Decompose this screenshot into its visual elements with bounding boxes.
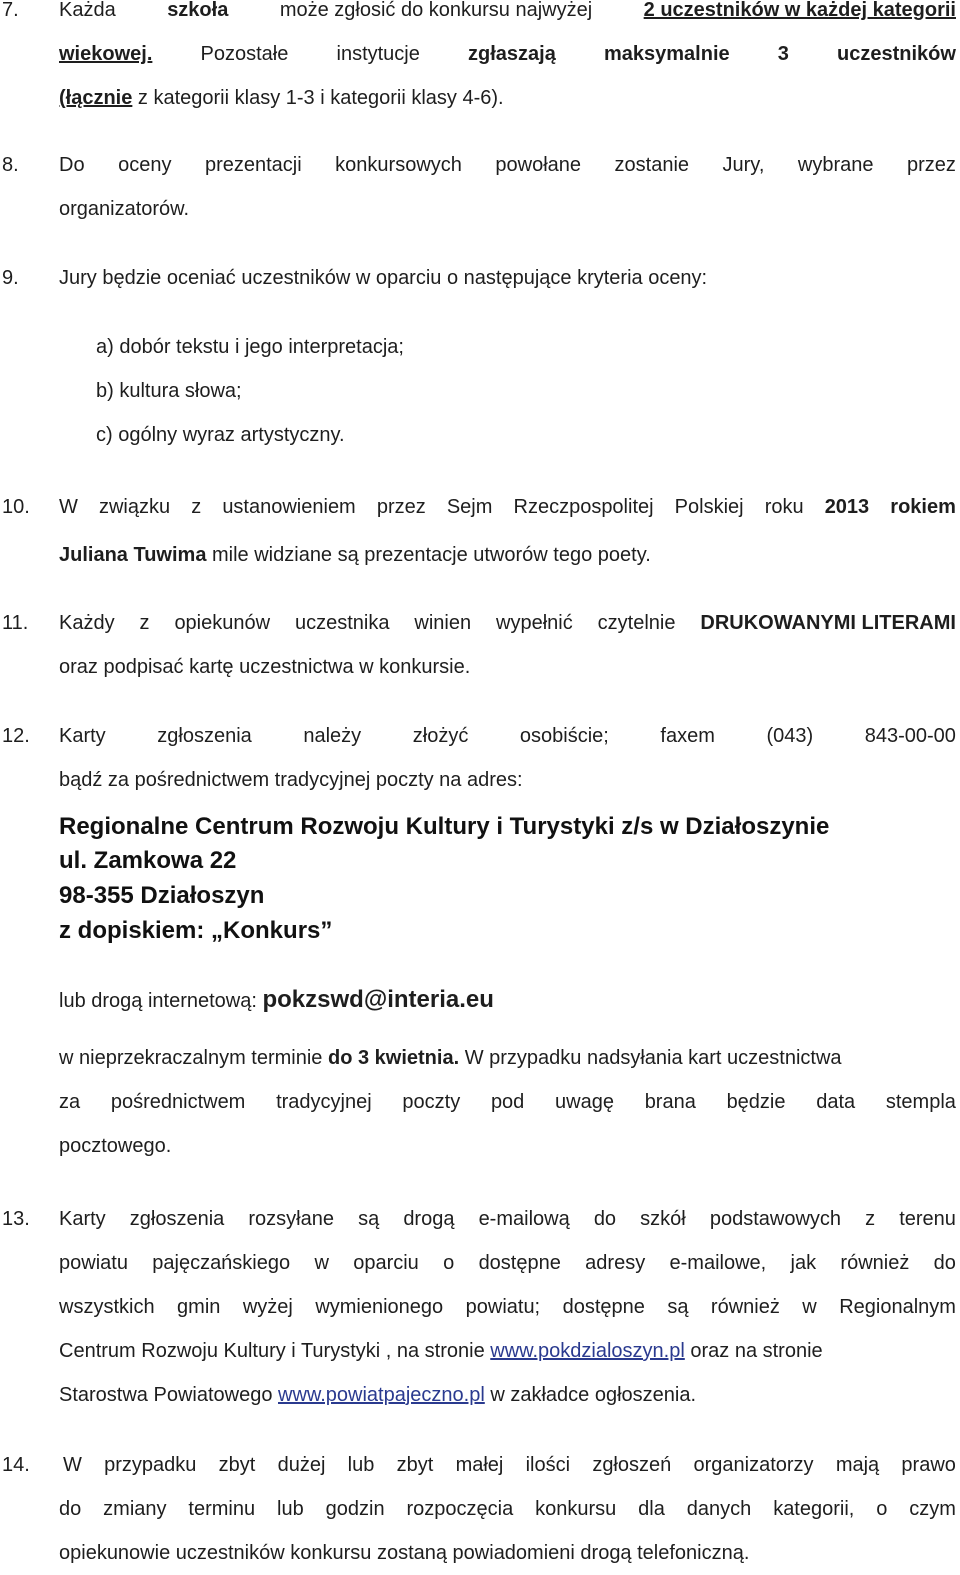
word: W	[59, 496, 78, 518]
word: Każda	[59, 0, 116, 21]
word: zbyt	[218, 1454, 256, 1476]
text-line	[63, 1443, 956, 1487]
word: jak	[790, 1252, 817, 1274]
address-note: z dopiskiem: „Konkurs”	[59, 917, 333, 944]
word: z	[191, 496, 202, 518]
word: z	[865, 1208, 876, 1230]
item-number: 7.	[2, 0, 19, 21]
word: rozsyłane	[248, 1208, 334, 1230]
word: oparciu	[353, 1252, 419, 1274]
word: W	[63, 1454, 82, 1476]
word: związku	[98, 496, 171, 518]
email-link[interactable]: pokzswd@interia.eu	[262, 986, 494, 1013]
text-line	[59, 533, 956, 577]
word: pod	[490, 1091, 525, 1113]
word: opiekunów	[174, 612, 271, 634]
word: oceny	[118, 154, 172, 176]
word: lub	[277, 1498, 304, 1520]
text-line	[59, 601, 956, 645]
word: DRUKOWANYMI LITERAMI	[700, 612, 956, 634]
word: czym	[909, 1498, 956, 1520]
word: winien	[414, 612, 472, 634]
word: małej	[455, 1454, 504, 1476]
word: wybrane	[797, 154, 874, 176]
word: mają	[835, 1454, 880, 1476]
word: danych	[686, 1498, 752, 1520]
word: (łącznie	[59, 87, 133, 109]
word: 3	[777, 43, 789, 65]
word: do	[59, 1498, 82, 1520]
item-body	[59, 143, 956, 231]
word: również	[840, 1252, 910, 1274]
word: e-mailowe,	[669, 1252, 767, 1274]
word: również	[710, 1296, 780, 1318]
word: wypełnić	[496, 612, 573, 634]
word: powołane	[495, 154, 582, 176]
word: rokiem	[890, 496, 956, 518]
address-city: 98-355 Działoszyn	[59, 882, 265, 909]
starostwo-website-link[interactable]: www.powiatpajeczno.pl	[278, 1384, 485, 1406]
text-line: bądź za pośrednictwem tradycyjnej poczty na adres:	[59, 769, 523, 791]
word: zostanie	[614, 154, 690, 176]
word: poczty	[402, 1091, 461, 1113]
item-body-cont	[59, 1487, 956, 1575]
word: Jury,	[722, 154, 765, 176]
word: Sejm	[446, 496, 493, 518]
text-line	[59, 0, 956, 32]
item-number: 8.	[2, 154, 19, 176]
word: złożyć	[412, 725, 469, 747]
word: pośrednictwem	[110, 1091, 246, 1113]
word: zbyt	[396, 1454, 434, 1476]
word: powiatu;	[465, 1296, 541, 1318]
word: e-mailową	[478, 1208, 570, 1230]
text-line	[59, 1080, 956, 1124]
item-number: 9.	[2, 267, 19, 289]
word: wszystkich	[59, 1296, 155, 1318]
criterion-c: c) ogólny wyraz artystyczny.	[96, 424, 345, 446]
text-line	[59, 714, 956, 758]
text-line	[59, 1329, 956, 1373]
text: oraz na stronie	[684, 1340, 823, 1362]
word: szkoła	[167, 0, 229, 21]
word: wiekowej.	[59, 43, 153, 65]
item-body	[59, 485, 956, 577]
item-number: 11.	[2, 612, 29, 634]
text: w nieprzekraczalnym terminie	[59, 1047, 328, 1069]
text-line	[59, 1241, 956, 1285]
text-line	[59, 1197, 956, 1241]
word: Polskiej	[674, 496, 744, 518]
word: dla	[638, 1498, 665, 1520]
word: kategorii,	[773, 1498, 855, 1520]
word: terminu	[188, 1498, 256, 1520]
text-line: pocztowego.	[59, 1135, 172, 1157]
word: szkół	[640, 1208, 686, 1230]
word: za	[59, 1091, 81, 1113]
item-body	[59, 256, 956, 300]
word: Karty	[59, 725, 106, 747]
text-line: Jury będzie oceniać uczestników w oparciu o następujące kryteria oceny:	[59, 267, 708, 289]
word: dużej	[277, 1454, 326, 1476]
word: przez	[906, 154, 956, 176]
word: o	[443, 1252, 455, 1274]
word: stempla	[885, 1091, 956, 1113]
word: o	[876, 1498, 888, 1520]
word: organizatorzy	[693, 1454, 814, 1476]
item-number: 12.	[2, 725, 30, 747]
word: faxem	[660, 725, 715, 747]
word: podstawowych	[709, 1208, 842, 1230]
word: ustanowieniem	[222, 496, 356, 518]
text: mile widziane są prezentacje utworów tego poety.	[206, 544, 651, 566]
word: zmiany	[103, 1498, 167, 1520]
word: (043)	[766, 725, 814, 747]
text: w zakładce ogłoszenia.	[484, 1384, 697, 1406]
word: z	[139, 612, 150, 634]
item-body	[59, 1197, 956, 1417]
address-street: ul. Zamkowa 22	[59, 847, 237, 874]
word: tradycyjnej	[276, 1091, 372, 1113]
word: powiatu	[59, 1252, 128, 1274]
word: Każdy	[59, 612, 115, 634]
text-line: oraz podpisać kartę uczestnictwa w konkursie.	[59, 656, 471, 678]
word: może zgłosić do konkursu najwyżej	[279, 0, 593, 21]
word: brana	[644, 1091, 696, 1113]
word: Rzeczpospolitej	[513, 496, 654, 518]
rcrkit-website-link[interactable]: www.pokdzialoszyn.pl	[490, 1340, 685, 1362]
word: są	[667, 1296, 689, 1318]
word: należy	[303, 725, 362, 747]
word: zgłoszenia	[129, 1208, 225, 1230]
word: 843-00-00	[864, 725, 956, 747]
word: do	[593, 1208, 617, 1230]
word: zgłoszenia	[157, 725, 252, 747]
item-body	[59, 601, 956, 689]
criterion-b: b) kultura słowa;	[96, 380, 242, 402]
word: dostępne	[478, 1252, 561, 1274]
word: wyżej	[242, 1296, 293, 1318]
word: prezentacji	[204, 154, 302, 176]
word: dostępne	[562, 1296, 645, 1318]
word: gmin	[177, 1296, 221, 1318]
word: Regionalnym	[839, 1296, 956, 1318]
word: pajęczańskiego	[152, 1252, 291, 1274]
word: Karty	[59, 1208, 106, 1230]
text-line	[59, 76, 956, 120]
text-line	[59, 1285, 956, 1329]
word: uwagę	[555, 1091, 614, 1113]
word: data	[816, 1091, 856, 1113]
word: 2 uczestników w każdej kategorii	[643, 0, 956, 21]
text-line	[59, 143, 956, 187]
address-institution: Regionalne Centrum Rozwoju Kultury i Turystyki z/s w Działoszynie	[59, 813, 830, 840]
deadline-date: do 3 kwietnia.	[327, 1047, 460, 1069]
word: roku	[764, 496, 804, 518]
item-body	[59, 0, 956, 120]
text-line	[59, 978, 956, 1022]
word: ilości	[525, 1454, 571, 1476]
word: Do	[59, 154, 85, 176]
text-line	[59, 1036, 956, 1080]
word: przez	[376, 496, 426, 518]
text: z kategorii klasy 1-3 i kategorii klasy 4-6).	[132, 87, 504, 109]
word: czytelnie	[597, 612, 676, 634]
criterion-a: a) dobór tekstu i jego interpretacja;	[96, 336, 404, 358]
word: uczestników	[837, 43, 956, 65]
word: uczestnika	[294, 612, 390, 634]
word: konkursowych	[335, 154, 462, 176]
word: będzie	[726, 1091, 786, 1113]
word: są	[358, 1208, 380, 1230]
text-line	[59, 1487, 956, 1531]
word: drogą	[403, 1208, 455, 1230]
text: Centrum Rozwoju Kultury i Turystyki , na stronie	[59, 1340, 491, 1362]
word: w	[314, 1252, 329, 1274]
text-line	[59, 485, 956, 529]
word: wymienionego	[315, 1296, 444, 1318]
word: godzin	[325, 1498, 385, 1520]
word: lub	[347, 1454, 375, 1476]
word: przypadku	[104, 1454, 197, 1476]
word: zgłaszają	[468, 43, 556, 65]
item-number: 13.	[2, 1208, 30, 1230]
word: Pozostałe	[200, 43, 289, 65]
word: konkursu	[535, 1498, 617, 1520]
word: osobiście;	[519, 725, 609, 747]
word: prawo	[901, 1454, 956, 1476]
word: zgłoszeń	[592, 1454, 672, 1476]
word: instytucje	[336, 43, 420, 65]
text: lub drogą internetową:	[59, 990, 263, 1012]
item-number: 10.	[2, 496, 30, 518]
word: 2013	[824, 496, 870, 518]
item-number: 14.	[2, 1454, 30, 1476]
word: adresy	[585, 1252, 646, 1274]
word: maksymalnie	[603, 43, 730, 65]
text-line	[59, 32, 956, 76]
text: Starostwa Powiatowego	[59, 1384, 279, 1406]
text-line: opiekunowie uczestników konkursu zostaną powiadomieni drogą telefoniczną.	[59, 1542, 750, 1564]
poet-name: Juliana Tuwima	[59, 544, 207, 566]
item-body	[59, 714, 956, 802]
text-line: organizatorów.	[59, 198, 190, 220]
word: do	[933, 1252, 956, 1274]
word: w	[802, 1296, 817, 1318]
text: W przypadku nadsyłania kart uczestnictwa	[459, 1047, 842, 1069]
item-body	[63, 1443, 956, 1487]
text-line	[59, 1373, 956, 1417]
word: terenu	[899, 1208, 956, 1230]
word: rozpoczęcia	[406, 1498, 514, 1520]
